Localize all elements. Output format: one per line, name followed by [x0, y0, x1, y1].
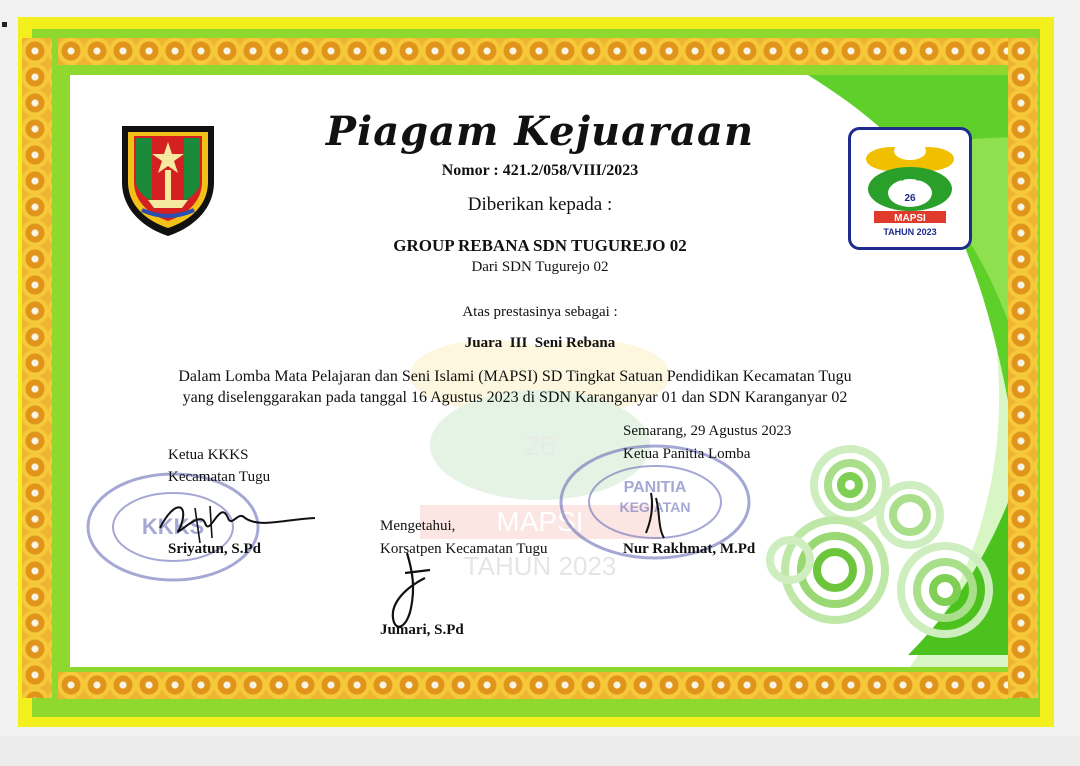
recipient-origin: Dari SDN Tugurejo 02 [471, 259, 609, 275]
given-to-label: Diberikan kepada : [467, 194, 613, 215]
middle-signatory-title-2: Korsatpen Kecamatan Tugu [380, 541, 548, 557]
watermark-number: 26 [524, 430, 556, 461]
description-line-1: Dalam Lomba Mata Pelajaran dan Seni Islami (MAPSI) SD Tingkat Satuan Pendidikan Kecamatan Tugu [178, 368, 852, 385]
description-line-2: yang diselenggarakan pada tanggal 16 Agustus 2023 di SDN Karanganyar 01 dan SDN Karanganyar 02 [182, 389, 848, 406]
achievement-label: Atas prestasinya sebagai : [462, 304, 618, 320]
corner-mark [2, 22, 7, 27]
mapsi-year: TAHUN 2023 [883, 227, 937, 237]
left-signatory-name: Sriyatun, S.Pd [168, 541, 261, 557]
signature-sriyatun [150, 488, 320, 548]
bottom-margin [0, 736, 1080, 766]
left-signatory-title-1: Ketua KKKS [168, 447, 249, 463]
mapsi-logo-icon [848, 127, 972, 250]
left-signatory-title-2: Kecamatan Tugu [168, 469, 271, 485]
place-date: Semarang, 29 Agustus 2023 [623, 423, 792, 439]
mapsi-name: MAPSI [894, 213, 926, 224]
panitia-stamp-line1: PANITIA [623, 479, 687, 496]
watermark-year: TAHUN 2023 [463, 551, 617, 581]
certificate-title: Piagam Kejuaraan [325, 108, 755, 155]
certificate-number: Nomor : 421.2/058/VIII/2023 [441, 162, 639, 179]
mapsi-number: 26 [904, 193, 916, 204]
event-description [100, 366, 930, 408]
recipient-name: GROUP REBANA SDN TUGUREJO 02 [393, 236, 687, 255]
panitia-stamp-line2: KEGIATAN [619, 499, 691, 515]
middle-signatory-title-1: Mengetahui, [380, 518, 456, 534]
ornament-border-bottom [58, 672, 1008, 699]
concentric-circles-decoration [760, 440, 1010, 670]
right-signatory-name: Nur Rakhmat, M.Pd [623, 541, 756, 557]
watermark-name: MAPSI [496, 506, 584, 537]
mapsi-logo [848, 127, 972, 250]
middle-signatory-name: Jumari, S.Pd [380, 622, 464, 638]
achievement: Juara III Seni Rebana [464, 335, 616, 351]
right-signatory-title: Ketua Panitia Lomba [623, 446, 751, 462]
signature-nur-rakhmat [636, 488, 676, 543]
kkks-stamp-center: KKKS [141, 514, 205, 539]
ornament-border-top [58, 38, 1008, 65]
